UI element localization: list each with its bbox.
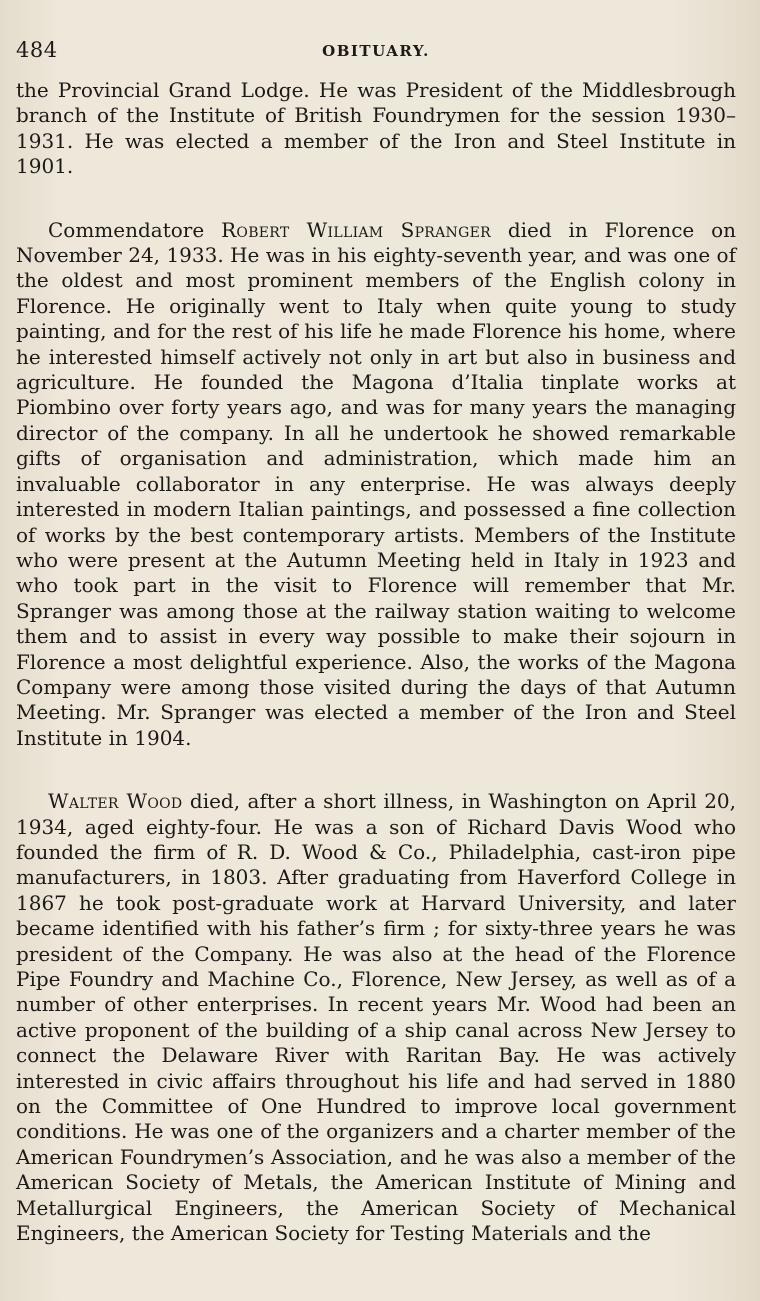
running-title: OBITUARY. — [322, 42, 430, 60]
obituary-entry-wood — [16, 789, 736, 1246]
continuation-text: the Provincial Grand Lodge. He was President of the Middlesbrough branch of the Institute of British Foundrymen for the session 1930–1931. He was elected a member of the Iron and Steel Institute in 1901. — [16, 78, 736, 179]
entry-text: died in Florence on November 24, 1933. He was in his eighty-seventh year, and was one of the oldest and most prominent members of the English colony in Florence. He originally went to Italy when quite young to study painting, and for the rest of his life he made Florence his home, where he interested himself actively not only in art but also in business and agriculture. He founded the Magona d’Italia tinplate works at Piombino over forty years ago, and was for many years the managing director of the company. In all he undertook he showed remarkable gifts of organisation and administration, which made him an invaluable collaborator in any enterprise. He was always deeply interested in modern Italian paintings, and possessed a fine collection of works by the best contemporary artists. Members of the Institute who were present at the Autumn Meeting held in Italy in 1923 and who took part in the visit to Florence will remember that Mr. Spranger was among those at the railway station waiting to welcome them and to assist in every way possible to make their sojourn in Florence a most delightful experience. Also, the works of the Magona Company were among those visited during the days of that Autumn Meeting. Mr. Spranger was elected a member of the Iron and Steel Institute in 1904. — [16, 217, 737, 750]
obituary-continuation — [16, 78, 736, 180]
entry-name: Walter Wood — [48, 789, 183, 814]
obituary-entry-spranger — [16, 218, 736, 752]
running-head — [16, 28, 736, 78]
entry-name: Robert William Spranger — [221, 217, 491, 242]
entry-text: died, after a short illness, in Washington on April 20, 1934, aged eighty-four. He was a son of Richard Davis Wood who founded the firm of R. D. Wood & Co., Philadelphia, cast-iron pipe manufacturers, in 1803. After graduating from Haverford College in 1867 he took post-graduate work at Harvard University, and later became identified with his father’s firm ; for sixty-three years he was president of the Company. He was also at the head of the Florence Pipe Foundry and Machine Co., Florence, New Jersey, as well as of a number of other enterprises. In recent years Mr. Wood had been an active proponent of the building of a ship canal across New Jersey to connect the Delaware River with Raritan Bay. He was actively interested in civic affairs throughout his life and had served in 1880 on the Committee of One Hundred to improve local government conditions. He was one of the organizers and a charter member of the American Foundrymen’s Association, and he was also a member of the American Society of Metals, the American Institute of Mining and Metallurgical Engineers, the American Society of Mechanical Engineers, the American Society for Testing Materials and the — [16, 789, 736, 1246]
entry-honorific: Commendatore — [48, 217, 205, 242]
page-number: 484 — [16, 38, 58, 62]
